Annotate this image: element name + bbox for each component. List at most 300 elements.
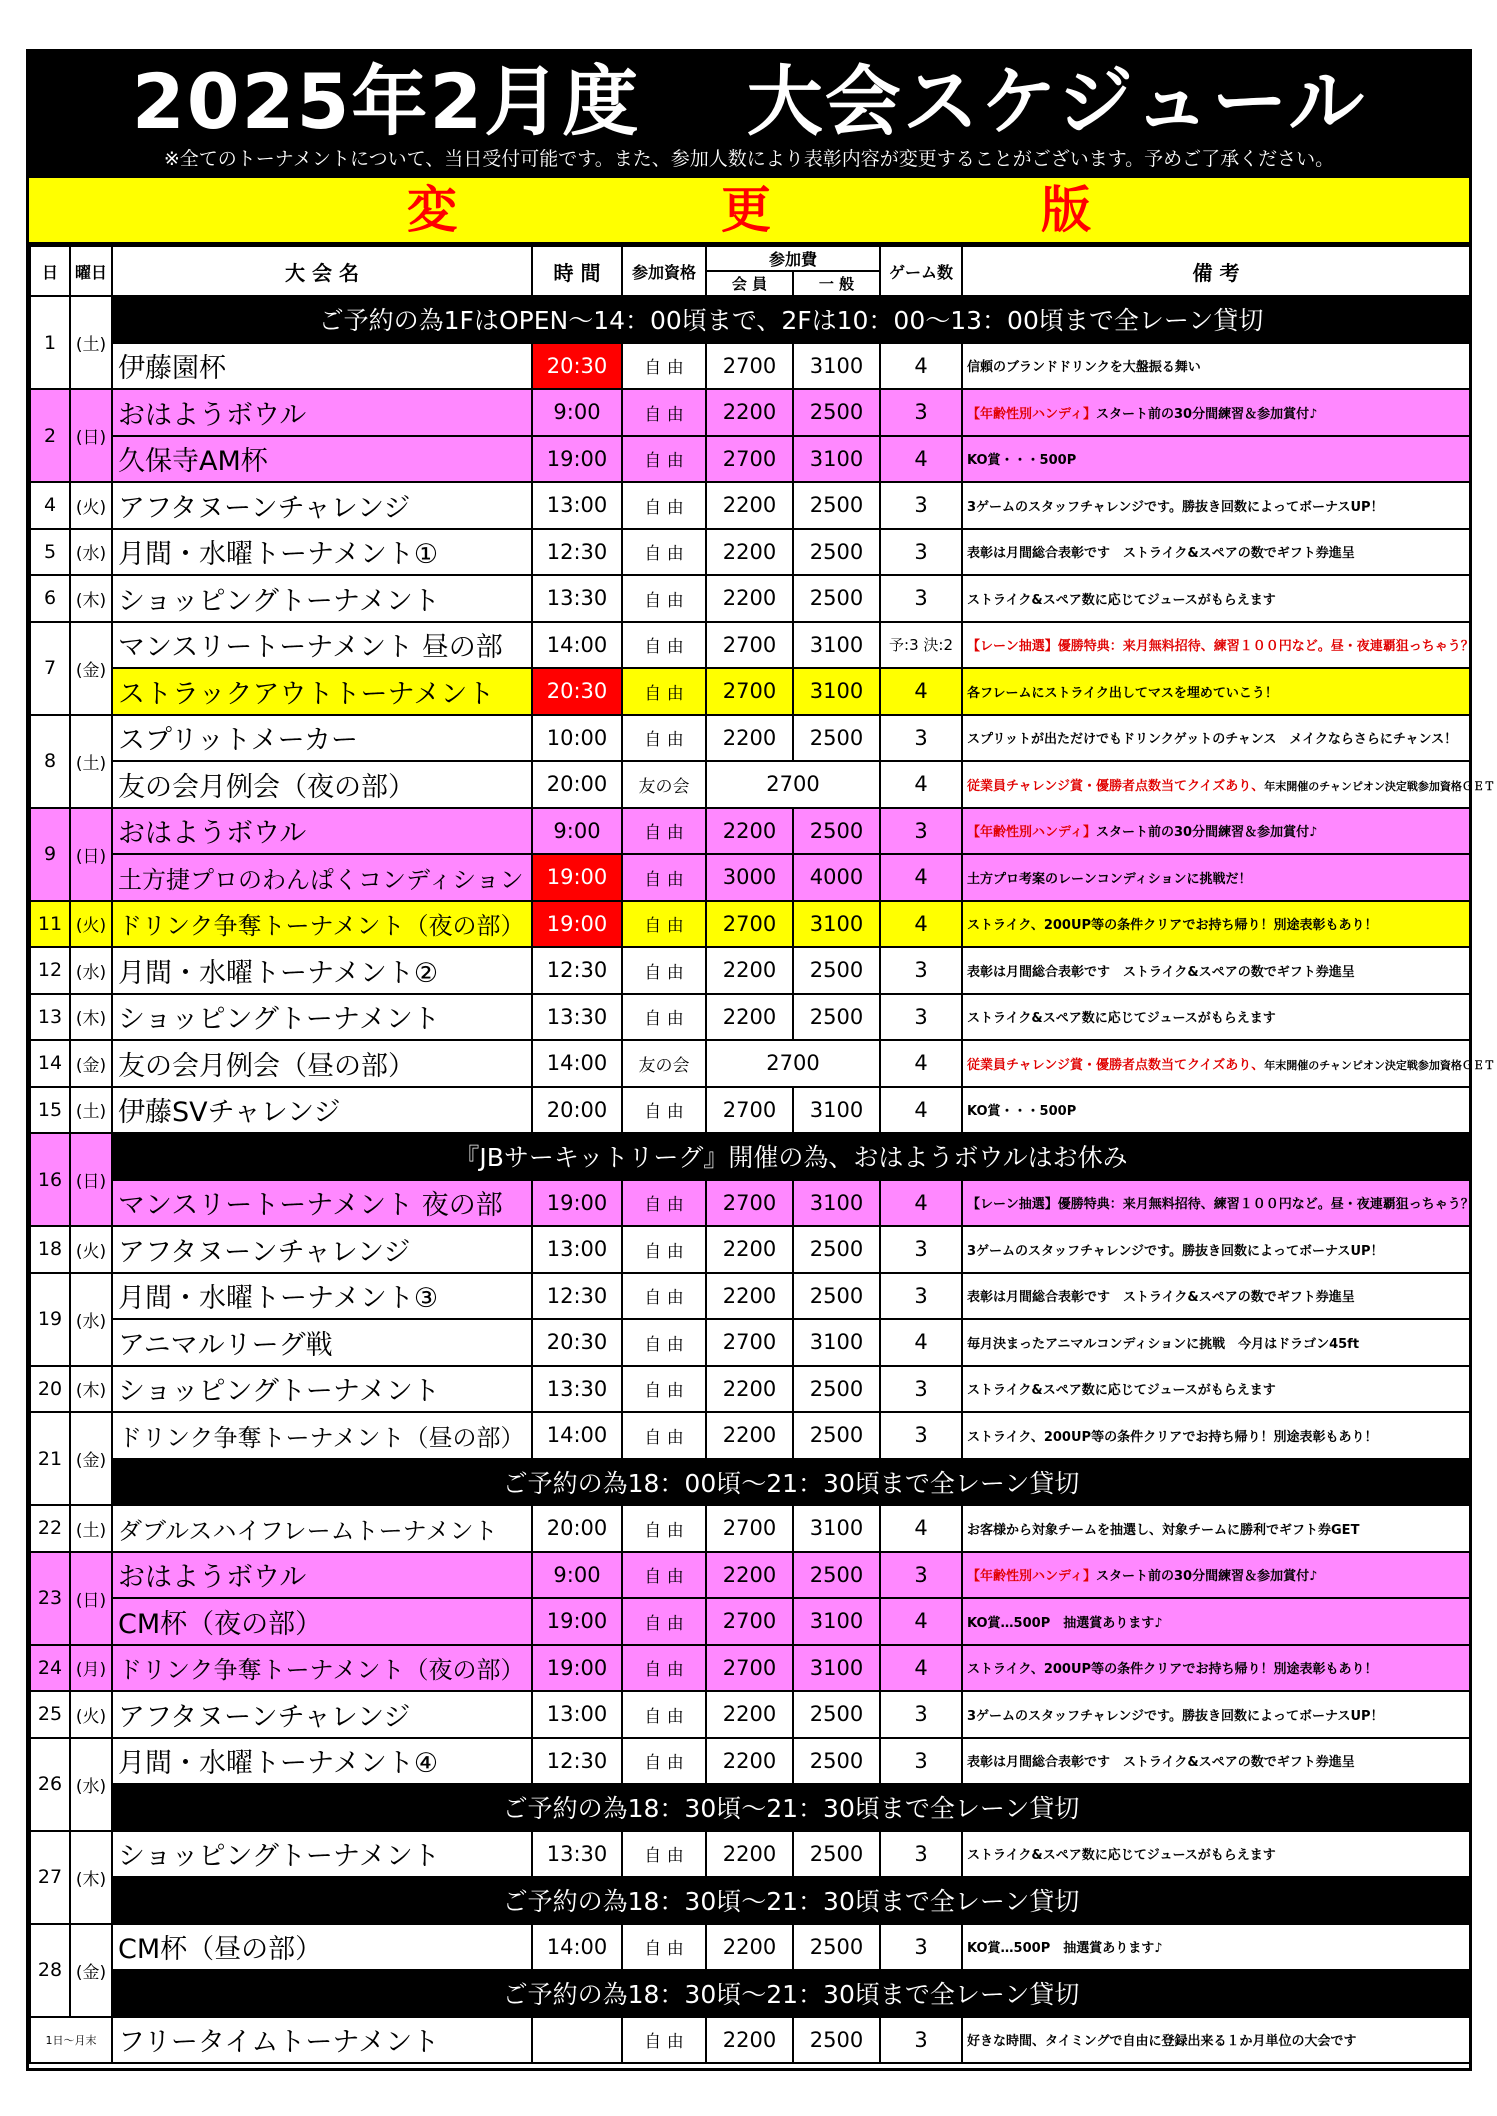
event-time: 19:00 [532,901,622,948]
general-fee: 2500 [793,529,880,576]
event-time: 13:00 [532,1691,622,1738]
event-note [962,761,1495,808]
eligibility: 自 由 [622,622,706,669]
event-time: 10:00 [532,715,622,762]
event-name: おはようボウル [112,808,532,855]
day-cell: 9 [30,808,70,901]
member-fee: 2700 [706,1319,793,1366]
event-note [962,1924,1470,1971]
game-count: 3 [880,994,962,1041]
note-text: 表彰は月間総合表彰です ストライク&スペアの数でギフト券進呈 [967,1290,1355,1306]
col-dow-header: 曜日 [70,246,112,296]
event-note [962,1319,1470,1366]
game-count: 3 [880,1738,962,1785]
game-count: 予:3 決:2 [880,622,962,669]
event-note [962,2017,1470,2064]
game-count: 3 [880,2017,962,2064]
day-cell: 7 [30,622,70,715]
eligibility: 自 由 [622,343,706,390]
member-fee: 2200 [706,1691,793,1738]
note-text: ストライク、200UP等の条件クリアでお持ち帰り！別途表彰もあり！ [967,918,1378,934]
event-note [962,575,1470,622]
weekday-cell: (水) [70,1738,112,1831]
event-time: 13:30 [532,575,622,622]
general-fee: 2500 [793,808,880,855]
event-time: 20:30 [532,1319,622,1366]
event-note [962,1180,1474,1227]
member-fee: 2200 [706,715,793,762]
reservation-notice: 『JBサーキットリーグ』開催の為、おはようボウルはお休み [112,1133,1470,1180]
day-cell: 25 [30,1691,70,1738]
general-fee: 2500 [793,1412,880,1459]
eligibility: 友の会 [622,761,706,808]
eligibility: 自 由 [622,1831,706,1878]
note-text: 土方プロ考案のレーンコンディションに挑戦だ！ [967,871,1252,887]
weekday-cell: (土) [70,715,112,808]
weekday-cell: (水) [70,1273,112,1366]
general-fee: 3100 [793,1505,880,1552]
member-fee: 2700 [706,668,793,715]
table-row [30,668,1470,715]
banner-char: 変 [407,181,457,239]
eligibility: 自 由 [622,808,706,855]
table-row [30,1273,1470,1320]
eligibility: 自 由 [622,436,706,483]
general-fee: 2500 [793,1226,880,1273]
member-fee: 2200 [706,1273,793,1320]
weekday-cell: (日) [70,1133,112,1226]
note-text: ストライク&スペア数に応じてジュースがもらえます [967,592,1276,608]
banner-char: 更 [721,181,771,239]
note-text: 年末開催のチャンピオン決定戦参加資格ＧＥＴ [1264,779,1495,793]
event-name: フリータイムトーナメント [112,2017,532,2064]
event-name: CM杯（夜の部） [112,1598,532,1645]
member-fee: 2200 [706,575,793,622]
game-count: 4 [880,1040,962,1087]
event-time: 12:30 [532,1738,622,1785]
note-text: 表彰は月間総合表彰です ストライク&スペアの数でギフト券進呈 [967,546,1355,562]
weekday-cell: (月) [70,1645,112,1692]
day-cell: 6 [30,575,70,622]
event-note [962,1738,1470,1785]
note-text: 【レーン抽選】優勝特典：来月無料招待、練習１００円など。昼・夜連覇狙っちゃう？ [967,1197,1474,1213]
general-fee: 4000 [793,854,880,901]
note-text: 3ゲームのスタッフチャレンジです。勝抜き回数によってボーナスUP！ [967,1708,1384,1724]
table-row [30,1691,1470,1738]
member-fee: 3000 [706,854,793,901]
note-text: お客様から対象チームを抽選し、対象チームに勝利でギフト券GET [967,1522,1360,1538]
note-text: 【年齢性別ハンディ】スタート前の30分間練習＆参加賞付♪ [967,1569,1318,1585]
weekday-cell: (火) [70,1691,112,1738]
event-name: 月間・水曜トーナメント④ [112,1738,532,1785]
event-note [962,1505,1470,1552]
event-name: 月間・水曜トーナメント③ [112,1273,532,1320]
note-text: 【年齢性別ハンディ】スタート前の30分間練習＆参加賞付♪ [967,825,1318,841]
event-name: ショッピングトーナメント [112,994,532,1041]
event-note [962,482,1470,529]
eligibility: 自 由 [622,389,706,436]
event-note [962,947,1470,994]
member-fee: 2200 [706,482,793,529]
game-count: 3 [880,1366,962,1413]
col-fee-header: 参加費 [706,246,880,271]
general-fee: 3100 [793,436,880,483]
member-fee: 2700 [706,1180,793,1227]
day-cell: 1 [30,296,70,389]
general-fee: 2500 [793,1831,880,1878]
member-fee: 2700 [706,1645,793,1692]
eligibility: 自 由 [622,1738,706,1785]
member-fee: 2200 [706,1924,793,1971]
table-row [30,1598,1470,1645]
eligibility: 自 由 [622,901,706,948]
event-time: 12:30 [532,947,622,994]
general-fee: 2500 [793,1924,880,1971]
eligibility: 自 由 [622,947,706,994]
eligibility: 自 由 [622,1319,706,1366]
table-row [30,1505,1470,1552]
member-fee: 2200 [706,2017,793,2064]
weekday-cell: (日) [70,1552,112,1645]
event-note [962,1366,1470,1413]
day-cell: 13 [30,994,70,1041]
general-fee: 2500 [793,1366,880,1413]
note-text: 【年齢性別ハンディ】スタート前の30分間練習＆参加賞付♪ [967,406,1318,422]
day-cell: 2 [30,389,70,482]
event-name: ダブルスハイフレームトーナメント [112,1505,532,1552]
event-note [962,668,1470,715]
day-cell: 26 [30,1738,70,1831]
event-time: 14:00 [532,1924,622,1971]
weekday-cell: (木) [70,994,112,1041]
col-time-header: 時 間 [532,246,622,296]
event-note [962,715,1470,762]
eligibility: 自 由 [622,1691,706,1738]
event-name: アフタヌーンチャレンジ [112,1691,532,1738]
note-text: ストライク、200UP等の条件クリアでお持ち帰り！別途表彰もあり！ [967,1662,1378,1678]
day-cell: 22 [30,1505,70,1552]
header [29,52,1469,178]
weekday-cell: (火) [70,1226,112,1273]
game-count: 4 [880,1180,962,1227]
game-count: 3 [880,947,962,994]
game-count: 4 [880,343,962,390]
general-fee: 3100 [793,1087,880,1134]
col-games-header: ゲーム数 [880,246,962,296]
event-time: 9:00 [532,808,622,855]
event-note [962,1645,1470,1692]
eligibility: 自 由 [622,1226,706,1273]
eligibility: 自 由 [622,668,706,715]
game-count: 3 [880,1924,962,1971]
event-time: 20:00 [532,761,622,808]
member-fee: 2700 [706,1087,793,1134]
member-fee: 2200 [706,1366,793,1413]
table-row [30,2017,1470,2064]
event-time: 13:00 [532,482,622,529]
general-fee: 3100 [793,668,880,715]
table-row [30,994,1470,1041]
event-name: 月間・水曜トーナメント② [112,947,532,994]
event-name: アニマルリーグ戦 [112,1319,532,1366]
member-fee: 2200 [706,947,793,994]
event-name: 月間・水曜トーナメント① [112,529,532,576]
game-count: 3 [880,389,962,436]
revision-banner [29,178,1469,245]
game-count: 3 [880,529,962,576]
note-text: 【レーン抽選】優勝特典：来月無料招待、練習１００円など。昼・夜連覇狙っちゃう？ [967,639,1474,655]
weekday-cell: (土) [70,296,112,389]
table-row [30,1226,1470,1273]
note-text: KO賞…500P 抽選賞あります♪ [967,1941,1163,1957]
game-count: 4 [880,1598,962,1645]
note-text: 各フレームにストライク出してマスを埋めていこう！ [967,685,1278,701]
game-count: 4 [880,761,962,808]
game-count: 4 [880,1087,962,1134]
day-cell: 15 [30,1087,70,1134]
event-time: 13:30 [532,1366,622,1413]
game-count: 3 [880,808,962,855]
table-header-row [30,246,1470,271]
game-count: 4 [880,901,962,948]
day-cell: 5 [30,529,70,576]
note-highlight: 【年齢性別ハンディ】 [967,406,1096,422]
table-row [30,482,1470,529]
note-text: ストライク&スペア数に応じてジュースがもらえます [967,1848,1276,1864]
notice-row [30,1877,1470,1924]
event-note [962,343,1470,390]
member-fee: 2200 [706,808,793,855]
note-text: ストライク&スペア数に応じてジュースがもらえます [967,1383,1276,1399]
general-fee: 3100 [793,1180,880,1227]
eligibility: 自 由 [622,2017,706,2064]
notice-row [30,1970,1470,2017]
eligibility: 自 由 [622,1273,706,1320]
member-fee: 2700 [706,436,793,483]
event-note [962,1831,1470,1878]
event-note [962,529,1470,576]
eligibility: 自 由 [622,854,706,901]
notice-text: ※全てのトーナメントについて、当日受付可能です。また、参加人数により表彰内容が変更することがございます。予めご了承ください。 [163,148,1335,170]
event-name: 土方捷プロのわんぱくコンディション [112,854,532,901]
event-name: ドリンク争奪トーナメント（夜の部） [112,1645,532,1692]
weekday-cell: (金) [70,622,112,715]
reservation-notice: ご予約の為18：30頃～21：30頃まで全レーン貸切 [112,1877,1470,1924]
table-row [30,1924,1470,1971]
event-time: 20:30 [532,668,622,715]
table-row [30,1412,1470,1459]
table-row [30,715,1470,762]
table-row [30,529,1470,576]
event-note [962,1040,1495,1087]
event-name: ドリンク争奪トーナメント（昼の部） [112,1412,532,1459]
table-row [30,436,1470,483]
day-cell: 23 [30,1552,70,1645]
day-cell: 19 [30,1273,70,1366]
game-count: 4 [880,436,962,483]
event-time: 14:00 [532,622,622,669]
eligibility: 自 由 [622,1552,706,1599]
game-count: 3 [880,1226,962,1273]
note-text: 3ゲームのスタッフチャレンジです。勝抜き回数によってボーナスUP！ [967,499,1384,515]
table-row [30,389,1470,436]
day-cell: 12 [30,947,70,994]
general-fee: 2500 [793,715,880,762]
note-text: スプリットが出ただけでもドリンクゲットのチャンス メイクならさらにチャンス！ [967,732,1458,748]
note-text: ストライク&スペア数に応じてジュースがもらえます [967,1011,1276,1027]
event-time: 19:00 [532,436,622,483]
event-name: 伊藤園杯 [112,343,532,390]
day-cell: 11 [30,901,70,948]
day-cell: 1日～月末 [30,2017,112,2064]
member-fee: 2200 [706,994,793,1041]
event-time: 14:00 [532,1412,622,1459]
day-cell: 20 [30,1366,70,1413]
eligibility: 自 由 [622,1645,706,1692]
col-general-header: 一 般 [793,271,880,296]
table-row [30,1319,1470,1366]
eligibility: 自 由 [622,1505,706,1552]
eligibility: 自 由 [622,1180,706,1227]
table-row [30,622,1470,669]
weekday-cell: (土) [70,1505,112,1552]
table-row [30,947,1470,994]
day-cell: 24 [30,1645,70,1692]
event-name: マンスリートーナメント 夜の部 [112,1180,532,1227]
note-text: 3ゲームのスタッフチャレンジです。勝抜き回数によってボーナスUP！ [967,1243,1384,1259]
note-highlight: 従業員チャレンジ賞・優勝者点数当てクイズあり、 [967,1057,1265,1073]
game-count: 4 [880,1319,962,1366]
notice-row [30,1133,1470,1180]
day-cell: 8 [30,715,70,808]
event-name: 伊藤SVチャレンジ [112,1087,532,1134]
table-row [30,343,1470,390]
event-time: 19:00 [532,1180,622,1227]
eligibility: 自 由 [622,1412,706,1459]
member-fee: 2700 [706,901,793,948]
event-note [962,808,1470,855]
event-time: 12:30 [532,529,622,576]
eligibility: 自 由 [622,575,706,622]
event-name: ショッピングトーナメント [112,575,532,622]
weekday-cell: (木) [70,575,112,622]
eligibility: 自 由 [622,994,706,1041]
table-row [30,1738,1470,1785]
event-time: 13:30 [532,994,622,1041]
note-text: KO賞…500P 抽選賞あります♪ [967,1615,1163,1631]
note-text: KO賞・・・500P [967,1104,1077,1120]
general-fee: 2500 [793,1552,880,1599]
day-cell: 21 [30,1412,70,1505]
day-cell: 4 [30,482,70,529]
event-time: 20:00 [532,1087,622,1134]
member-fee: 2200 [706,1738,793,1785]
event-time: 13:30 [532,1831,622,1878]
table-row [30,1645,1470,1692]
member-fee: 2200 [706,529,793,576]
general-fee: 2500 [793,482,880,529]
game-count: 3 [880,1412,962,1459]
event-time: 12:30 [532,1273,622,1320]
note-text: 信頼のブランドドリンクを大盤振る舞い [967,360,1201,376]
notice-row [30,1459,1470,1506]
general-fee: 2500 [793,947,880,994]
weekday-cell: (日) [70,808,112,901]
event-note [962,1273,1470,1320]
event-note [962,1087,1470,1134]
game-count: 3 [880,1831,962,1878]
member-fee: 2700 [706,622,793,669]
event-note [962,436,1470,483]
event-name: スプリットメーカー [112,715,532,762]
note-text: ストライク、200UP等の条件クリアでお持ち帰り！別途表彰もあり！ [967,1429,1378,1445]
eligibility: 自 由 [622,1924,706,1971]
table-row [30,575,1470,622]
general-fee: 2500 [793,1738,880,1785]
event-name: おはようボウル [112,1552,532,1599]
general-fee: 2500 [793,389,880,436]
table-row [30,1180,1470,1227]
reservation-notice: ご予約の為18：00頃～21：30頃まで全レーン貸切 [112,1459,1470,1506]
game-count: 3 [880,1552,962,1599]
event-name: おはようボウル [112,389,532,436]
event-note [962,622,1474,669]
entry-fee: 2700 [706,1040,880,1087]
weekday-cell: (金) [70,1040,112,1087]
reservation-notice: ご予約の為1FはOPEN～14：00頃まで、2Fは10：00～13：00頃まで全レーン貸切 [112,296,1470,343]
game-count: 4 [880,854,962,901]
event-note [962,1552,1470,1599]
general-fee: 2500 [793,575,880,622]
note-highlight: 【年齢性別ハンディ】 [967,825,1096,841]
general-fee: 3100 [793,1598,880,1645]
entry-fee: 2700 [706,761,880,808]
general-fee: 2500 [793,2017,880,2064]
table-row [30,808,1470,855]
event-name: アフタヌーンチャレンジ [112,482,532,529]
event-name: アフタヌーンチャレンジ [112,1226,532,1273]
table-row [30,901,1470,948]
event-name: 久保寺AM杯 [112,436,532,483]
eligibility: 友の会 [622,1040,706,1087]
game-count: 3 [880,1273,962,1320]
col-name-header: 大 会 名 [112,246,532,296]
table-row [30,854,1470,901]
event-name: CM杯（昼の部） [112,1924,532,1971]
table-row [30,1831,1470,1878]
member-fee: 2200 [706,1226,793,1273]
event-note [962,901,1470,948]
general-fee: 3100 [793,1319,880,1366]
note-text: 表彰は月間総合表彰です ストライク&スペアの数でギフト券進呈 [967,1755,1355,1771]
weekday-cell: (火) [70,482,112,529]
general-fee: 3100 [793,622,880,669]
general-fee: 3100 [793,343,880,390]
event-name: ショッピングトーナメント [112,1831,532,1878]
schedule-sheet [26,49,1495,2071]
note-highlight: 従業員チャレンジ賞・優勝者点数当てクイズあり、 [967,778,1265,794]
game-count: 3 [880,715,962,762]
event-note [962,389,1470,436]
member-fee: 2200 [706,1552,793,1599]
weekday-cell: (土) [70,1087,112,1134]
weekday-cell: (金) [70,1924,112,2017]
event-time [532,2017,622,2064]
table-row [30,1040,1470,1087]
day-cell: 18 [30,1226,70,1273]
event-note [962,1598,1470,1645]
game-count: 4 [880,1505,962,1552]
